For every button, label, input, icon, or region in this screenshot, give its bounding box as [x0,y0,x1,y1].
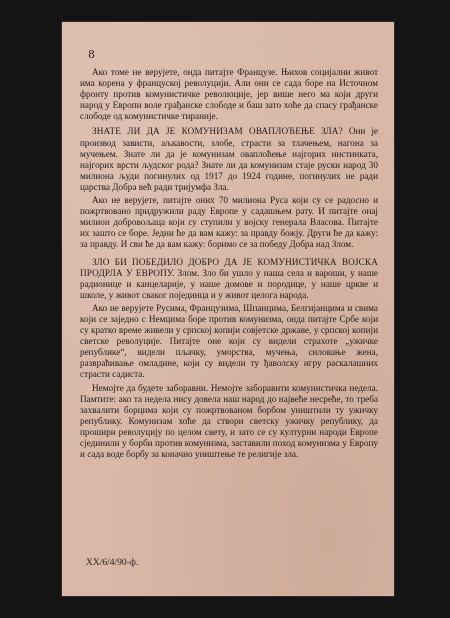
paragraph-3: Ако не верујете, питајте оних 70 милиона Руса који су се радосно и пожртвовано придружили раду Европе у садашњем рату. И питајте онај милион добровољаца који су ступили у војску генерала Власова. Питајте их зашто се боре. Једни ће да вам кажу: за правду божју. Други ће да кажу: за правду. И сви ће да вам кажу: боримо се за победу Добра над Злом. [80,195,378,250]
page-text [80,67,378,462]
paragraph-4 [80,257,378,301]
print-code: XX/6/4/90-ф. [86,558,139,568]
page-number: 8 [88,48,95,61]
document-page [62,22,394,596]
paragraph-2 [80,126,378,193]
heading-2: ЗЛО БИ ПОБЕДИЛО ДОБРО ДА ЈЕ КОМУНИСТИЧКА ВОЈСКА ПРОДРЛА У ЕВРОПУ. [80,256,378,278]
paragraph-2-text: Они је производ зависти, аљкавости, злобе, страсти за тлачењем, нагона за мучењем. Знате ли да је комунизам оваплоћење најгорих инстинката, најгорих врсти људског рода? Знате ли да комунизам стаје руски народ 30 милиона људи погинулих од 1917 до 1924 године, погинулих не ради царства Добра већ ради тријумфа Зла. [80,126,378,192]
paragraph-1: Ако томе не верујете, онда питајте Французе. Њихов социјални живот има корена у француској револуцији. Али они се сада боре на Источном фронту против комунистичке революције, јер више него ма који други народ у Европи воле грађанске слободе и баш зато хоће да спасу грађанске слободе од комунистичке тираније. [80,67,378,122]
paragraph-6: Немојте да будете заборавни. Немојте заборавити комунистичка недела. Памтите: ако та недела нису довела наш народ до највеће несреће, то треба захвалити борцима који су пожртвованом борбом уништили ту ужичку републику. Комунизам хоће да створи светску ужичку републику, да прошири револуцију по целом свету, и зато се су културни народи Европе сјединили у борби против комунизма, заставили поход комунизма у Европу и сада воде борбу за коначно уништење те религије зла. [80,382,378,460]
heading-1: ЗНАТЕ ЛИ ДА ЈЕ КОМУНИЗАМ ОВАПЛОЋЕЊЕ ЗЛА? [92,126,343,137]
paragraph-5: Ако не верујете Русима, Французима, Шпанцима, Белгијанцима и свима који се заједно с Немцима боре против комунизма, онда питајте Србе који су кратко време живели у српској копији совјетске државе, у српској копији светске револуције. Питајте оне који су видели страхоте „ужичке републике“, видели пљачку, уморства, мучења, силовање жена, развраћивање омладине, који су видели ту ђаволску игру раскалашних страсти садиста. [80,302,378,380]
paragraph-4-text: Злом. Зло би ушло у наша села и вароши, у наше радионице и канцеларије, у наше домове и породице, у наше цркве и школе, у живот сваког појединца и у живот целога народа. [80,267,378,300]
